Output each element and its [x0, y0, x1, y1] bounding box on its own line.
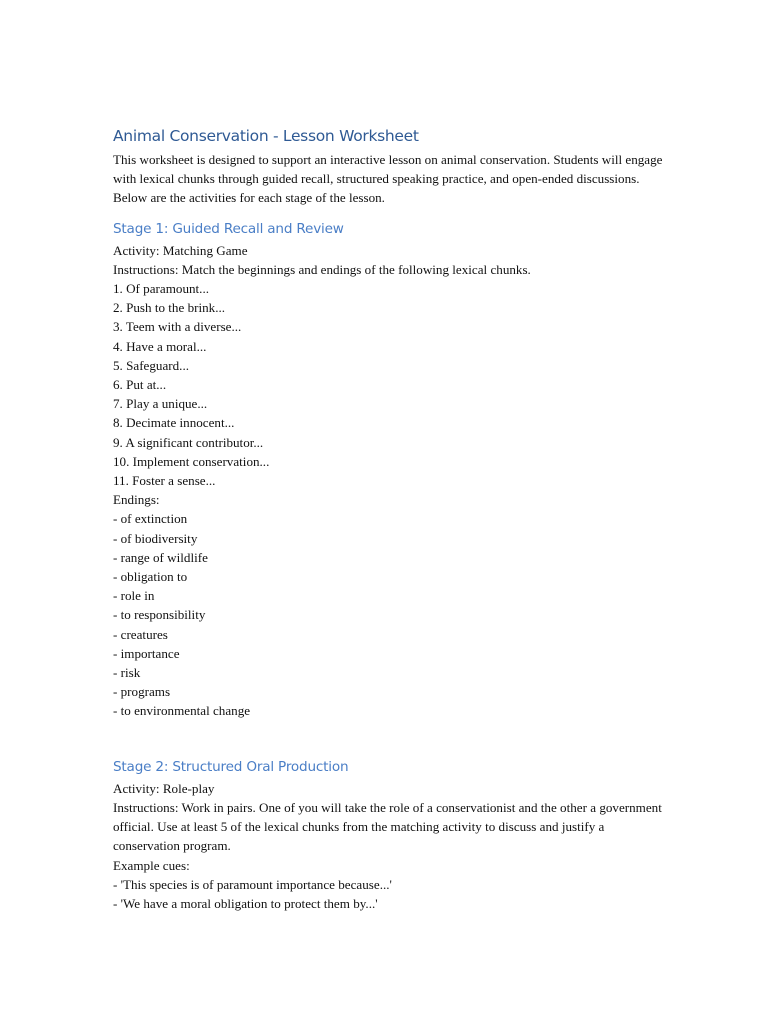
- list-item: - obligation to: [113, 569, 188, 585]
- list-item: - to responsibility: [113, 607, 206, 623]
- example-cues-list: [113, 875, 673, 913]
- list-item: - range of wildlife: [113, 549, 208, 565]
- stage-1-instructions: Instructions: Match the beginnings and endings of the following lexical chunks.: [113, 261, 531, 277]
- worksheet-page: [113, 125, 673, 913]
- stage-2-instructions: Instructions: Work in pairs. One of you will take the role of a conservationist and the other a government official. Use at least 5 of the lexical chunks from the matching activity to discuss and justify a conservation program.: [113, 799, 662, 854]
- endings-label: Endings:: [113, 492, 160, 508]
- stage-2-section: [113, 757, 673, 913]
- cues-label: Example cues:: [113, 857, 190, 873]
- list-item: 3. Teem with a diverse...: [113, 319, 242, 335]
- stage-1-heading: Stage 1: Guided Recall and Review: [113, 220, 344, 237]
- list-item: - risk: [113, 665, 141, 681]
- list-item: - importance: [113, 645, 180, 661]
- stage-1-activity: Activity: Matching Game: [113, 242, 248, 258]
- stage-2-activity: Activity: Role-play: [113, 780, 215, 796]
- chunk-endings-list: [113, 509, 673, 720]
- list-item: 5. Safeguard...: [113, 357, 189, 373]
- list-item: 8. Decimate innocent...: [113, 415, 235, 431]
- list-item: 1. Of paramount...: [113, 281, 209, 297]
- list-item: 6. Put at...: [113, 377, 167, 393]
- stage-1-section: [113, 219, 673, 721]
- list-item: - of extinction: [113, 511, 188, 527]
- list-item: 2. Push to the brink...: [113, 300, 226, 316]
- list-item: - programs: [113, 684, 171, 700]
- list-item: - 'This species is of paramount importance because...': [113, 876, 392, 892]
- list-item: 4. Have a moral...: [113, 338, 207, 354]
- document-title: Animal Conservation - Lesson Worksheet: [113, 127, 419, 145]
- intro-paragraph: This worksheet is designed to support an interactive lesson on animal conservation. Students will engage with lexical chunks through guided recall, structured speaking practice, and open-ended discussions. Below are the activities for each stage of the lesson.: [113, 152, 663, 206]
- list-item: 9. A significant contributor...: [113, 434, 264, 450]
- list-item: 11. Foster a sense...: [113, 473, 216, 489]
- list-item: - role in: [113, 588, 155, 604]
- list-item: 7. Play a unique...: [113, 396, 208, 412]
- list-item: 10. Implement conservation...: [113, 453, 270, 469]
- stage-2-heading: Stage 2: Structured Oral Production: [113, 758, 349, 775]
- list-item: - creatures: [113, 626, 168, 642]
- list-item: - of biodiversity: [113, 530, 198, 546]
- list-item: - 'We have a moral obligation to protect them by...': [113, 895, 378, 911]
- list-item: - to environmental change: [113, 703, 251, 719]
- chunk-beginnings-list: [113, 279, 673, 490]
